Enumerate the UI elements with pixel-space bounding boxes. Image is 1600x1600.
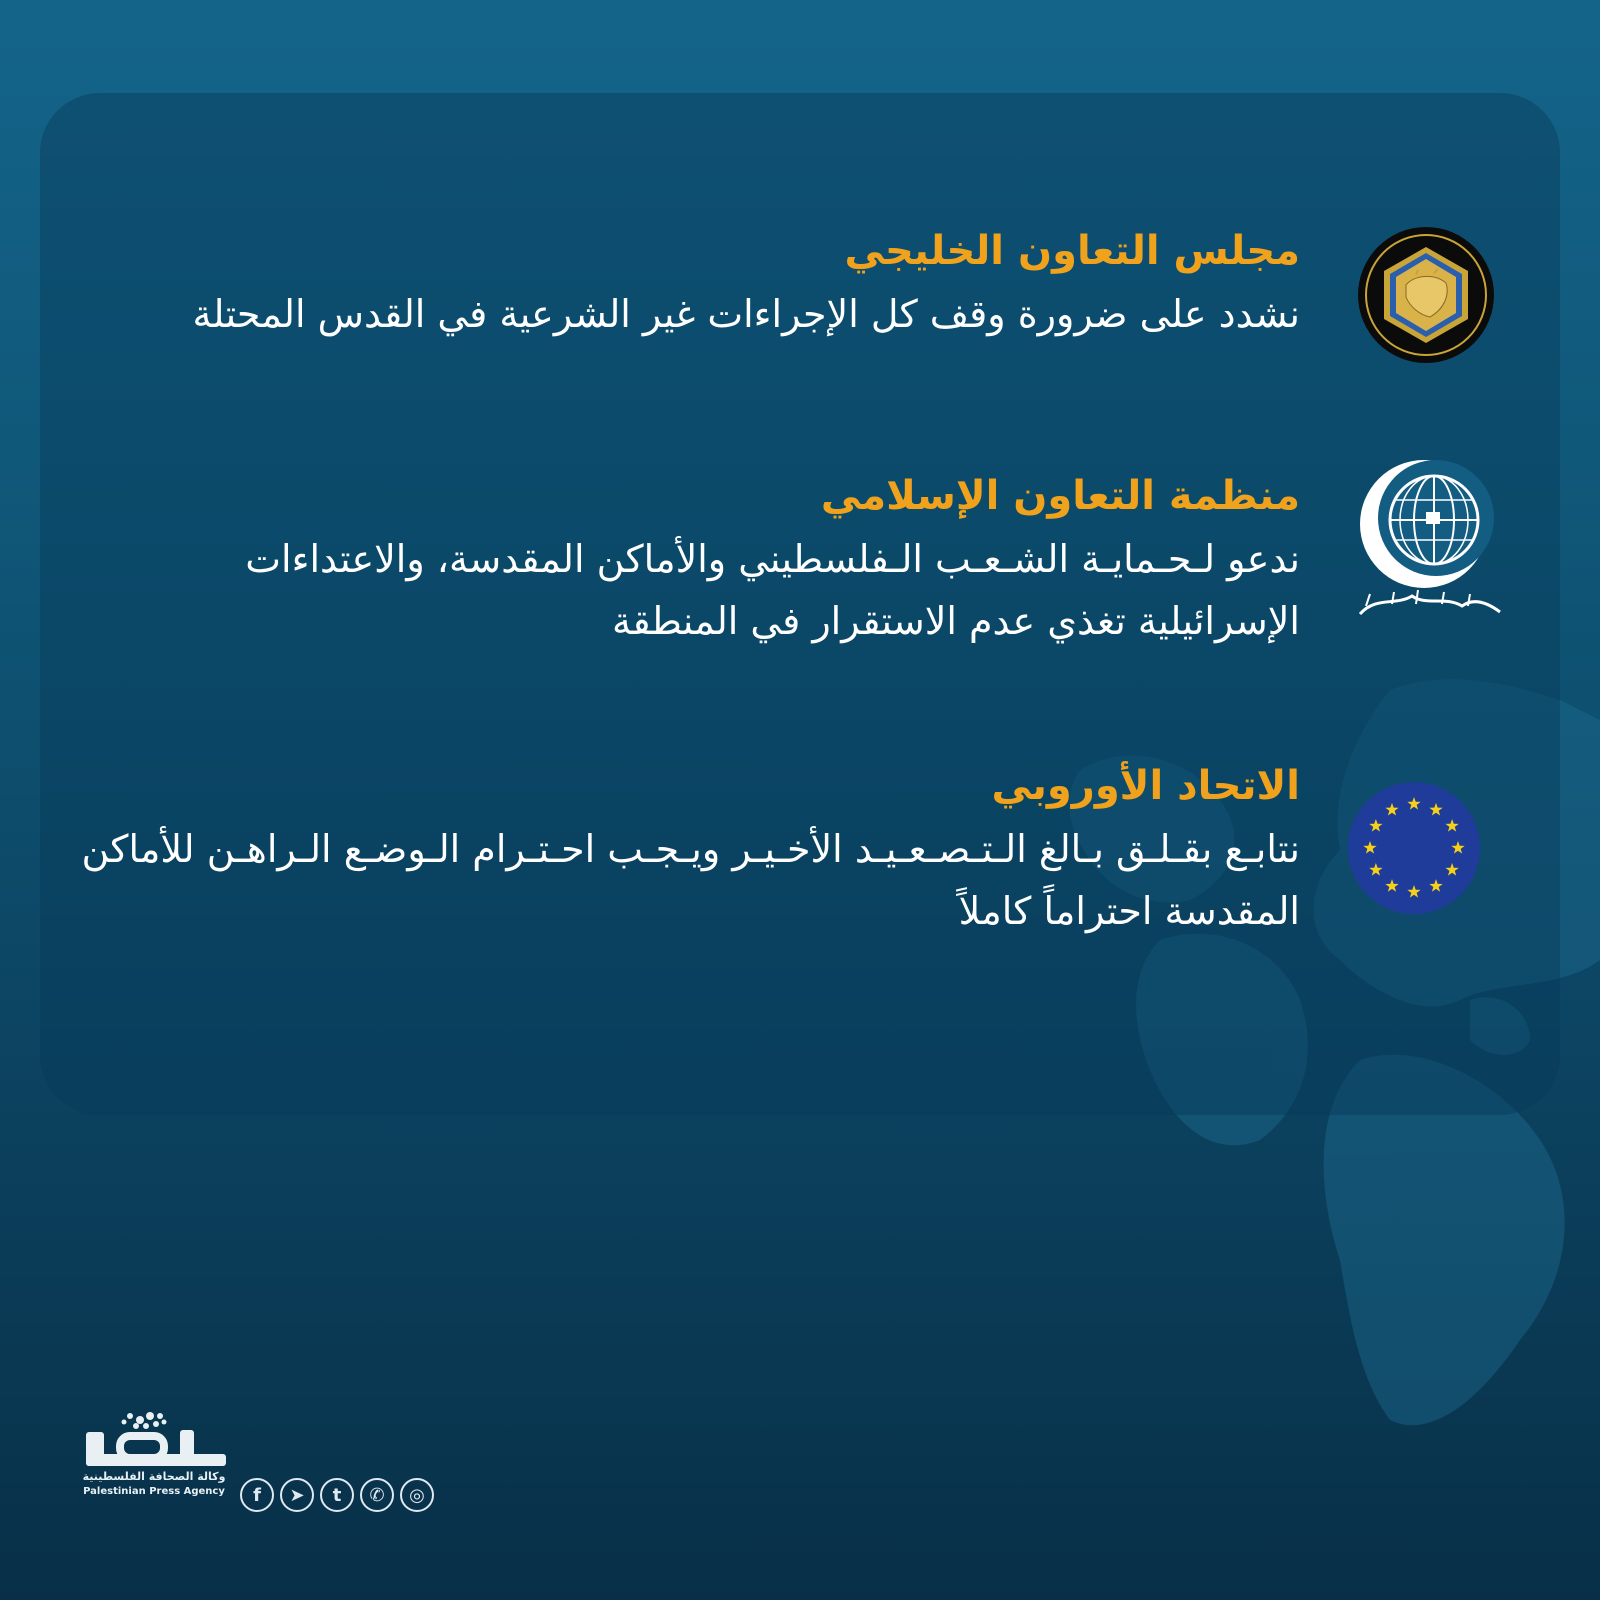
facebook-icon[interactable]: f: [240, 1478, 274, 1512]
eu-flag-icon: [1346, 780, 1482, 916]
entry-title: الاتحاد الأوروبي: [991, 763, 1300, 809]
gcc-emblem-icon: [1356, 225, 1496, 365]
social-links: [240, 1478, 434, 1512]
entry-gcc-text: [80, 223, 1300, 345]
safa-logo-icon: [80, 1410, 230, 1470]
entry-body: ندعو لـحـمايـة الشـعـب الـفلسطيني والأماكن المقدسة، والاعتداءات الإسرائيلية تغذي عدم الاستقرار في المنطقة: [245, 537, 1300, 643]
entry-title: مجلس التعاون الخليجي: [844, 228, 1300, 274]
oic-emblem-icon: [1346, 456, 1506, 626]
entry-body: نشدد على ضرورة وقف كل الإجراءات غير الشرعية في القدس المحتلة: [192, 292, 1300, 336]
telegram-icon[interactable]: ➤: [280, 1478, 314, 1512]
entry-title: منظمة التعاون الإسلامي: [820, 473, 1300, 519]
instagram-icon[interactable]: ◎: [400, 1478, 434, 1512]
content-card: [40, 93, 1560, 1115]
tumblr-icon[interactable]: t: [320, 1478, 354, 1512]
entry-eu-text: [80, 758, 1300, 942]
brand-logo: [80, 1410, 230, 1500]
whatsapp-icon[interactable]: ✆: [360, 1478, 394, 1512]
entry-body: نتابـع بقـلـق بـالغ الـتـصـعـيـد الأخـيـر ويـجـب احـتـرام الـوضـع الـراهـن للأماكن المقدسة احتراماً كاملاً: [81, 827, 1300, 933]
brand-name-english: Palestinian Press Agency: [83, 1486, 225, 1497]
entry-oic-text: [80, 468, 1300, 652]
brand-name-arabic: وكالة الصحافة الفلسطينية: [82, 1470, 226, 1483]
